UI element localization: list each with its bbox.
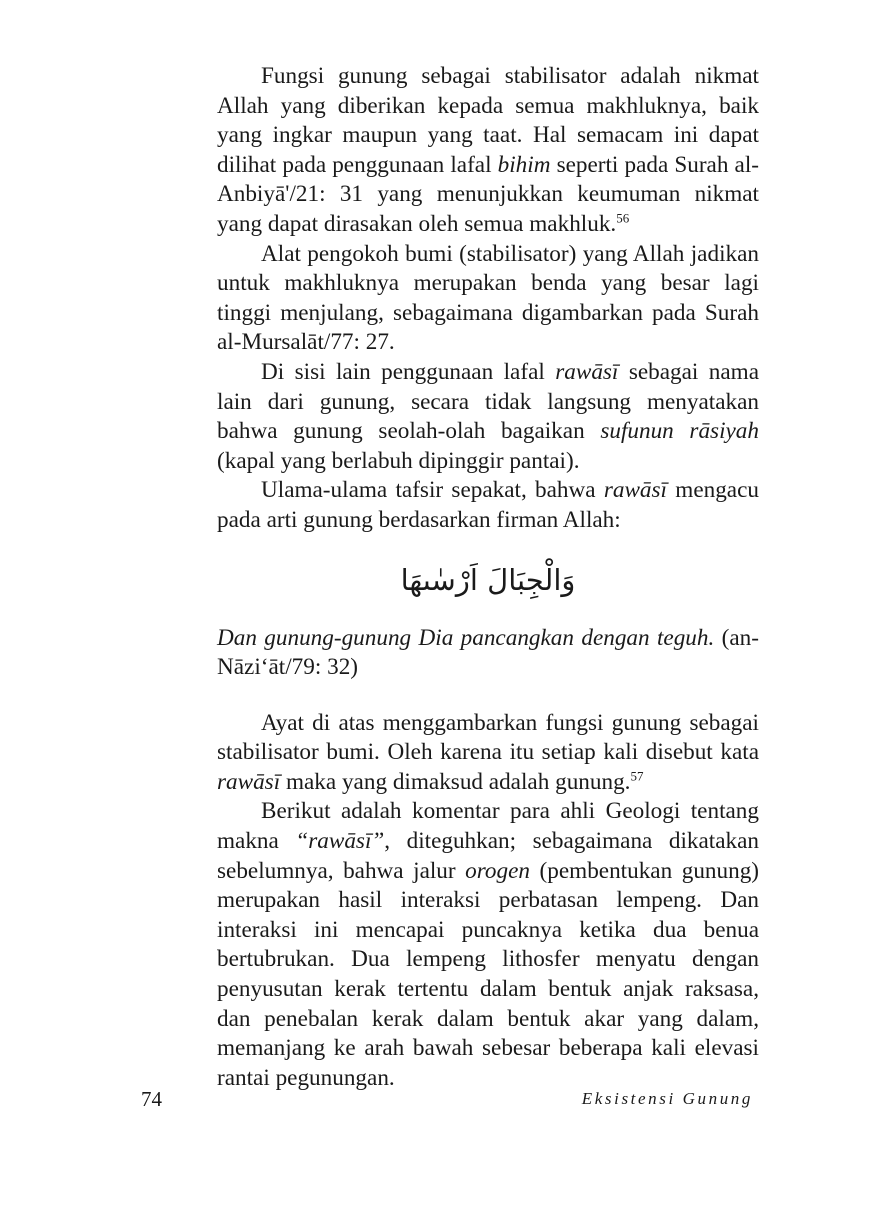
paragraph-text: (pembentukan gunung) merupakan hasil interaksi perbatasan lempeng. Dan interaksi ini mencapai puncaknya ketika dua benua bertubrukan. Dua lempeng lithosfer menyatu dengan penyusutan kerak tertentu dalam bentuk anjak raksasa, dan penebalan kerak dalam bentuk akar yang dalam, memanjang ke arah bawah sebesar beberapa kali elevasi rantai pegunungan. xyxy=(217,857,760,1091)
paragraphs-after-verse xyxy=(217,709,759,1094)
paragraph xyxy=(217,476,759,535)
paragraph xyxy=(217,62,759,240)
paragraph xyxy=(217,709,759,798)
paragraph-text: Di sisi lain penggunaan lafal xyxy=(261,358,556,385)
page-footer xyxy=(141,1087,753,1113)
paragraph xyxy=(217,358,759,476)
running-title: Eksistensi Gunung xyxy=(581,1089,753,1108)
paragraph-text: Berikut adalah komentar para ahli Geologi tentang makna xyxy=(217,798,759,855)
paragraph xyxy=(217,240,759,358)
footnote-ref: 56 xyxy=(616,210,630,226)
paragraphs-before-verse xyxy=(217,62,759,536)
arabic-verse: وَالْجِبَالَ اَرْسٰىهَا xyxy=(400,562,576,597)
footnote-ref: 57 xyxy=(630,768,644,784)
italic-term: bihim xyxy=(497,151,551,178)
paragraph-text: (kapal yang berlabuh dipinggir pantai). xyxy=(217,447,580,474)
paragraph-text: sebagai nama lain dari gunung, secara tidak langsung menyatakan bahwa gunung seolah-olah bagaikan xyxy=(217,358,759,445)
paragraph-text: Ulama-ulama tafsir sepakat, bahwa xyxy=(261,477,604,504)
italic-term: “rawāsī” xyxy=(295,828,385,855)
page-number: 74 xyxy=(141,1087,162,1111)
translation-text: Dan gunung-gunung Dia pancangkan dengan teguh. xyxy=(217,624,715,651)
paragraph xyxy=(217,797,759,1093)
verse-translation xyxy=(217,624,759,683)
paragraph-text: maka yang dimaksud adalah gunung. xyxy=(280,768,631,795)
paragraph-text: , diteguhkan; sebagaimana dikatakan sebelumnya, bahwa jalur xyxy=(217,828,759,884)
paragraph-text: mengacu pada arti gunung berdasarkan firman Allah: xyxy=(217,477,759,533)
italic-term: rawāsī xyxy=(603,477,667,504)
page-body xyxy=(217,62,759,1093)
paragraph-text: seperti pada Surah al-Anbiyā'/21: 31 yang menunjukkan keumuman nikmat yang dapat dirasakan oleh semua makhluk. xyxy=(217,151,759,237)
italic-term: rawāsī xyxy=(555,358,619,385)
italic-term: sufunun rāsiyah xyxy=(600,418,759,445)
italic-term: rawāsī xyxy=(217,768,281,795)
italic-term: orogen xyxy=(465,857,531,884)
paragraph-text: Alat pengokoh bumi (stabilisator) yang Allah jadikan untuk makhluknya merupakan benda yang besar lagi tinggi menjulang, sebagaimana digambarkan pada Surah al-Mursalāt/77: 27. xyxy=(217,240,759,356)
paragraph-text: Fungsi gunung sebagai stabilisator adalah nikmat Allah yang diberikan kepada semua makhluknya, baik yang ingkar maupun yang taat. Hal semacam ini dapat dilihat pada penggunaan lafal xyxy=(217,63,759,178)
paragraph-text: Ayat di atas menggambarkan fungsi gunung sebagai stabilisator bumi. Oleh karena itu setiap kali disebut kata xyxy=(217,709,759,766)
translation-reference: (an-Nāzi‘āt/79: 32) xyxy=(217,624,759,681)
